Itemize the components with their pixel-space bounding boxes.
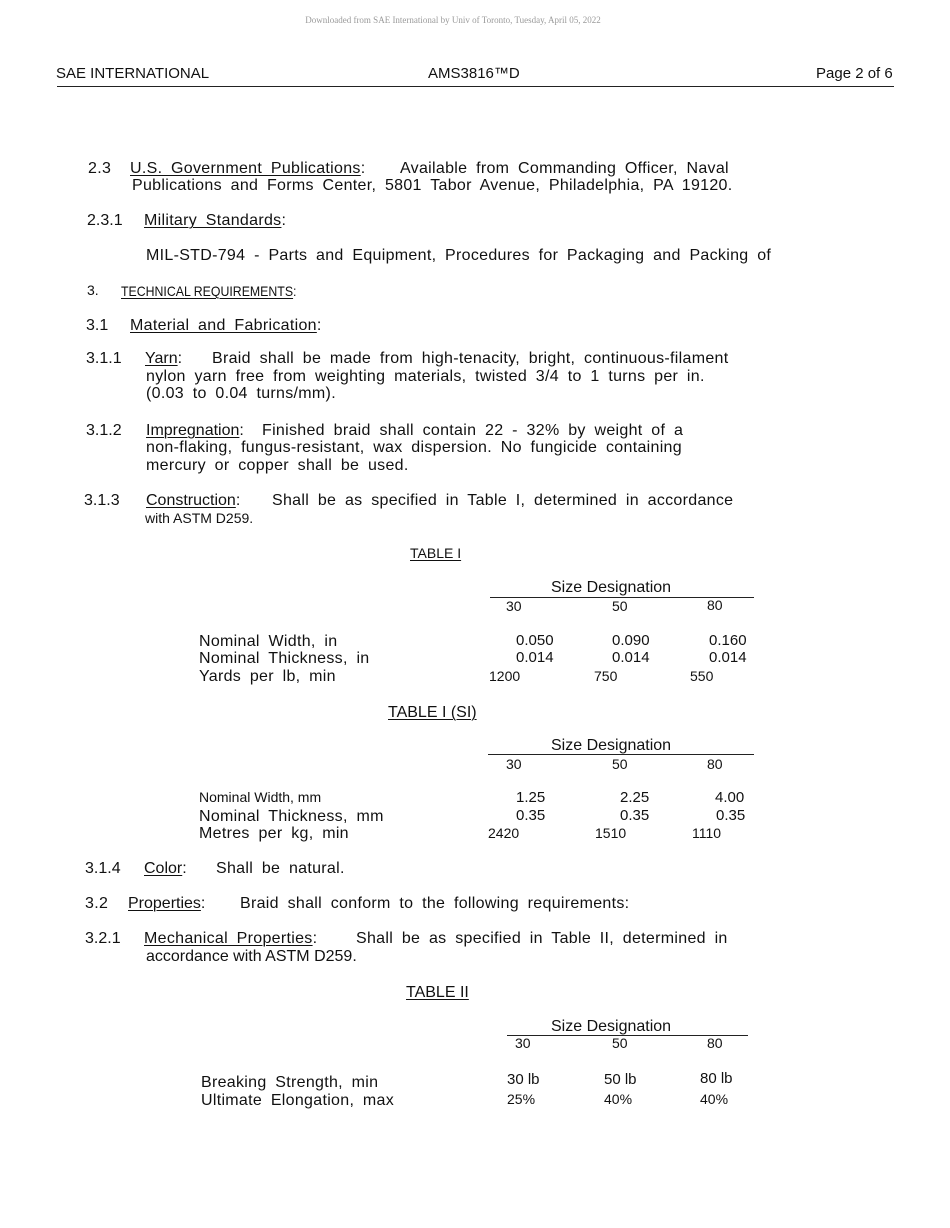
table-1-si-row-label: Nominal Width, mm: [199, 789, 322, 805]
table-1-si-cell: 1510: [595, 825, 627, 841]
table-2-cell: 30 lb: [507, 1071, 540, 1088]
table-1-si-group-header: Size Designation: [551, 737, 672, 754]
section-3-2-1-number: 3.2.1: [85, 930, 121, 947]
section-3-1-heading: [130, 317, 322, 335]
table-1-si-col-30: 30: [506, 756, 522, 772]
section-3-1-1-text-1: Braid shall be made from high-tenacity, bright, continuous-filament: [212, 350, 729, 367]
section-3-1-2-text-1: Finished braid shall contain 22 - 32% by weight of a: [262, 422, 684, 439]
section-3-2-1-text-2: accordance with ASTM D259.: [146, 948, 357, 965]
section-2-3-heading: [130, 160, 365, 178]
table-1-si-cell: 0.35: [516, 807, 546, 824]
table-1-si-cell: 2420: [488, 825, 520, 841]
section-3-1-2-colon: :: [239, 422, 244, 439]
table-1-si-row-label: Metres per kg, min: [199, 825, 349, 842]
table-1-si-col-80: 80: [707, 756, 723, 772]
section-2-3-1-number: 2.3.1: [87, 212, 123, 229]
section-3-1-2-title: Impregnation: [146, 422, 240, 439]
table-1-cell: 0.160: [709, 632, 747, 649]
table-1-si-cell: 0.35: [620, 807, 650, 824]
table-1-si-row-label: Nominal Thickness, mm: [199, 808, 384, 825]
table-2-group-header: Size Designation: [551, 1018, 672, 1035]
section-2-3-colon: :: [360, 160, 366, 177]
section-2-3-title: U.S. Government Publications: [130, 160, 361, 177]
section-3-1-1-heading: [145, 350, 182, 368]
table-1-si-cell: 2.25: [620, 789, 650, 806]
table-1-col-50: 50: [612, 598, 628, 614]
section-3-1-3-text-2: with ASTM D259.: [145, 510, 254, 526]
download-banner: Downloaded from SAE International by Univ of Toronto, Tuesday, April 05, 2022: [305, 15, 601, 25]
section-3-1-1-number: 3.1.1: [86, 350, 122, 367]
table-1-cell: 550: [690, 668, 714, 684]
table-1-row-label: Yards per lb, min: [199, 668, 336, 685]
table-1-cell: 0.014: [709, 649, 747, 666]
section-3-1-colon: :: [316, 317, 322, 334]
table-1-si-cell: 4.00: [715, 789, 745, 806]
section-3-2-number: 3.2: [85, 895, 109, 912]
section-3-1-3-heading: [146, 492, 240, 510]
section-3-1-3-number: 3.1.3: [84, 492, 120, 509]
table-1-col-30: 30: [506, 598, 522, 614]
table-2-title: TABLE II: [406, 984, 469, 1001]
section-3-heading: [121, 284, 296, 299]
section-3-1-2-text-2: non-flaking, fungus-resistant, wax dispersion. No fungicide containing: [146, 439, 682, 456]
table-1-cell: 750: [594, 668, 618, 684]
header-page-number: Page 2 of 6: [816, 65, 893, 82]
table-1-title: TABLE I: [410, 545, 462, 561]
section-3-1-2-heading: [146, 422, 244, 440]
section-3-1-1-text-3: (0.03 to 0.04 turns/mm).: [146, 385, 336, 402]
section-3-1-3-text-1: Shall be as specified in Table I, determined in accordance: [272, 492, 734, 509]
table-2-cell: 40%: [700, 1091, 729, 1107]
table-1-row-label: Nominal Width, in: [199, 633, 338, 650]
section-3-colon: :: [293, 283, 297, 299]
table-1-cell: 0.014: [516, 649, 554, 666]
table-1-row-label: Nominal Thickness, in: [199, 650, 370, 667]
section-3-1-4-heading: [144, 860, 187, 878]
section-3-2-title: Properties: [128, 895, 201, 912]
table-1-cell: 1200: [489, 668, 521, 684]
section-3-1-4-text: Shall be natural.: [216, 860, 345, 877]
section-3-1-number: 3.1: [86, 317, 109, 334]
table-2-cell: 50 lb: [604, 1071, 637, 1088]
section-3-number: 3.: [87, 282, 99, 298]
table-1-si-col-50: 50: [612, 756, 628, 772]
section-3-1-1-colon: :: [177, 350, 183, 367]
section-3-1-1-title: Yarn: [145, 350, 178, 367]
section-3-2-1-heading: [144, 930, 317, 948]
section-2-3-1-heading: [144, 212, 286, 230]
table-1-cell: 0.014: [612, 649, 650, 666]
section-3-title: TECHNICAL REQUIREMENTS: [121, 283, 294, 299]
table-1-si-cell: 1.25: [516, 789, 546, 806]
header-org: SAE INTERNATIONAL: [56, 65, 210, 82]
section-2-3-1-colon: :: [281, 212, 287, 229]
header-rule: [57, 86, 894, 87]
table-2-cell: 25%: [507, 1091, 536, 1107]
section-3-1-2-number: 3.1.2: [86, 422, 122, 439]
header-doc-number: AMS3816™D: [428, 65, 520, 82]
section-3-1-3-colon: :: [235, 492, 241, 509]
section-3-1-3-title: Construction: [146, 492, 236, 509]
section-3-2-1-text-1: Shall be as specified in Table II, determined in: [356, 930, 728, 947]
section-3-2-1-title: Mechanical Properties: [144, 930, 313, 947]
table-1-cell: 0.090: [612, 632, 650, 649]
table-1-si-cell: 0.35: [716, 807, 746, 824]
table-2-cell: 40%: [604, 1091, 633, 1107]
section-3-1-4-colon: :: [182, 860, 187, 877]
table-2-row-label: Breaking Strength, min: [201, 1074, 379, 1091]
section-3-1-title: Material and Fabrication: [130, 317, 317, 334]
section-2-3-text-1: Available from Commanding Officer, Naval: [400, 160, 729, 177]
section-3-2-1-colon: :: [312, 930, 318, 947]
table-2-col-30: 30: [515, 1035, 531, 1051]
table-1-group-header: Size Designation: [551, 579, 672, 596]
table-1-si-cell: 1110: [692, 825, 722, 841]
section-3-1-4-title: Color: [144, 860, 183, 877]
section-2-3-1-text: MIL-STD-794 - Parts and Equipment, Procedures for Packaging and Packing of: [146, 247, 772, 264]
section-3-1-1-text-2: nylon yarn free from weighting materials, twisted 3/4 to 1 turns per in.: [146, 368, 705, 385]
section-3-2-heading: [128, 895, 205, 913]
table-2-cell: 80 lb: [700, 1070, 733, 1087]
table-2-col-50: 50: [612, 1035, 628, 1051]
table-1-cell: 0.050: [516, 632, 554, 649]
section-3-2-text: Braid shall conform to the following requirements:: [240, 895, 630, 912]
section-2-3-text-2: Publications and Forms Center, 5801 Tabor Avenue, Philadelphia, PA 19120.: [132, 177, 733, 194]
table-1-col-80: 80: [707, 597, 723, 613]
table-2-row-label: Ultimate Elongation, max: [201, 1092, 395, 1109]
section-3-2-colon: :: [200, 895, 206, 912]
table-2-col-80: 80: [707, 1035, 723, 1051]
table-1-si-header-rule: [488, 754, 754, 755]
table-1-si-title: TABLE I (SI): [388, 704, 477, 721]
section-3-1-4-number: 3.1.4: [85, 860, 121, 877]
section-2-3-number: 2.3: [88, 160, 112, 177]
section-2-3-1-title: Military Standards: [144, 212, 282, 229]
section-3-1-2-text-3: mercury or copper shall be used.: [146, 457, 409, 474]
